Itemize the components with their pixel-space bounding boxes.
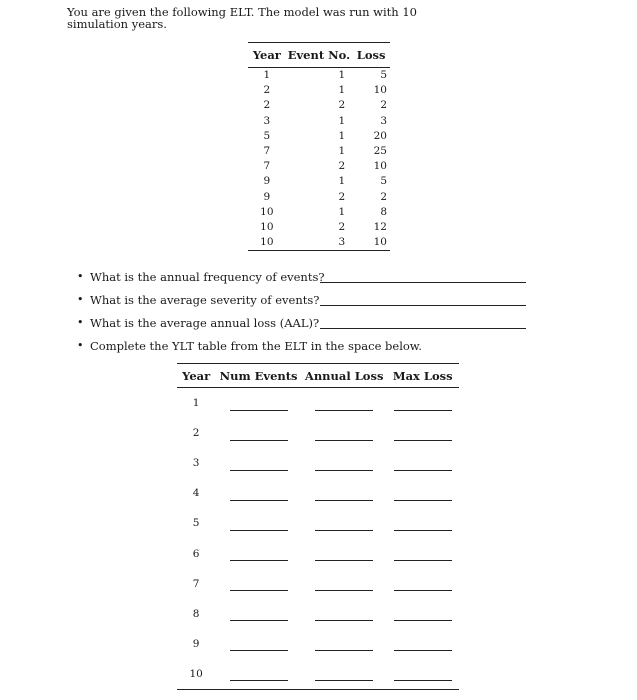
elt-cell-loss: 10 — [373, 84, 387, 97]
elt-row — [248, 144, 390, 159]
ylt-cell-year: 8 — [192, 607, 200, 620]
num-events-blank[interactable] — [230, 500, 288, 501]
ylt-cell-max-loss — [386, 569, 459, 599]
ylt-header-max-loss: Max Loss — [386, 364, 459, 388]
num-events-blank[interactable] — [230, 650, 288, 651]
elt-row — [248, 220, 390, 235]
num-events-blank[interactable] — [230, 470, 288, 471]
annual-loss-blank[interactable] — [315, 680, 373, 681]
answer-line — [320, 328, 526, 329]
ylt-row — [177, 659, 459, 690]
ylt-cell-annual-loss — [302, 569, 387, 599]
intro-text: You are given the following ELT. The model was run with 10 simulation years. — [67, 5, 418, 31]
elt-header-row — [248, 43, 390, 68]
elt-cell-loss: 10 — [373, 160, 387, 173]
question-text: Complete the YLT table from the ELT in the space below. — [90, 339, 422, 353]
max-loss-blank[interactable] — [394, 410, 452, 411]
question-item — [77, 314, 547, 337]
ylt-row — [177, 538, 459, 568]
max-loss-blank[interactable] — [394, 590, 452, 591]
ylt-cell-annual-loss — [302, 478, 387, 508]
ylt-cell-annual-loss — [302, 659, 387, 690]
elt-cell-year: 10 — [248, 235, 286, 251]
answer-line — [320, 282, 526, 283]
ylt-cell-num-events — [215, 448, 302, 478]
elt-row — [248, 235, 390, 251]
ylt-cell-annual-loss — [302, 418, 387, 448]
elt-row — [248, 159, 390, 174]
ylt-cell-num-events — [215, 418, 302, 448]
num-events-blank[interactable] — [230, 590, 288, 591]
ylt-cell-year: 7 — [192, 577, 200, 590]
question-text: What is the average severity of events? — [90, 293, 320, 307]
elt-cell-year: 1 — [263, 69, 271, 82]
question-item — [77, 268, 547, 291]
elt-table — [248, 42, 390, 251]
ylt-cell-year: 6 — [192, 547, 200, 560]
elt-cell-loss: 25 — [373, 145, 387, 158]
ylt-row — [177, 448, 459, 478]
ylt-cell-annual-loss — [302, 629, 387, 659]
ylt-cell-annual-loss — [302, 388, 387, 419]
elt-cell-year: 9 — [263, 175, 271, 188]
annual-loss-blank[interactable] — [315, 590, 373, 591]
elt-cell-event: 1 — [338, 145, 346, 158]
ylt-cell-max-loss — [386, 388, 459, 419]
ylt-cell-annual-loss — [302, 599, 387, 629]
elt-cell-loss: 2 — [380, 190, 387, 203]
ylt-row — [177, 418, 459, 448]
max-loss-blank[interactable] — [394, 620, 452, 621]
elt-cell-year: 3 — [263, 114, 271, 127]
max-loss-blank[interactable] — [394, 680, 452, 681]
num-events-blank[interactable] — [230, 620, 288, 621]
bullet-icon: • — [77, 339, 84, 352]
ylt-cell-num-events — [215, 388, 302, 419]
ylt-cell-num-events — [215, 508, 302, 538]
elt-header-year: Year — [248, 43, 286, 68]
elt-cell-event: 2 — [338, 99, 346, 112]
ylt-cell-num-events — [215, 569, 302, 599]
ylt-cell-max-loss — [386, 659, 459, 690]
ylt-cell-year: 4 — [192, 487, 200, 500]
annual-loss-blank[interactable] — [315, 650, 373, 651]
ylt-cell-max-loss — [386, 448, 459, 478]
elt-cell-loss: 5 — [380, 175, 387, 188]
max-loss-blank[interactable] — [394, 440, 452, 441]
ylt-header-year: Year — [177, 364, 215, 388]
elt-cell-year: 10 — [260, 205, 274, 218]
max-loss-blank[interactable] — [394, 530, 452, 531]
elt-cell-year: 2 — [263, 99, 271, 112]
bullet-icon: • — [77, 270, 84, 283]
ylt-cell-annual-loss — [302, 538, 387, 568]
question-text: What is the average annual loss (AAL)? — [90, 316, 320, 330]
ylt-cell-year: 1 — [192, 397, 200, 410]
ylt-cell-num-events — [215, 478, 302, 508]
ylt-cell-max-loss — [386, 418, 459, 448]
bullet-icon: • — [77, 316, 84, 329]
ylt-body — [177, 388, 459, 690]
max-loss-blank[interactable] — [394, 560, 452, 561]
annual-loss-blank[interactable] — [315, 530, 373, 531]
num-events-blank[interactable] — [230, 560, 288, 561]
ylt-cell-max-loss — [386, 508, 459, 538]
max-loss-blank[interactable] — [394, 500, 452, 501]
ylt-cell-year: 10 — [177, 659, 215, 690]
elt-cell-event: 2 — [338, 190, 346, 203]
ylt-cell-max-loss — [386, 538, 459, 568]
ylt-row — [177, 629, 459, 659]
elt-cell-year: 7 — [263, 145, 271, 158]
ylt-table — [177, 363, 459, 690]
elt-row — [248, 68, 390, 84]
annual-loss-blank[interactable] — [315, 440, 373, 441]
ylt-row — [177, 599, 459, 629]
elt-row — [248, 129, 390, 144]
annual-loss-blank[interactable] — [315, 560, 373, 561]
num-events-blank[interactable] — [230, 680, 288, 681]
elt-cell-event: 1 — [338, 114, 346, 127]
elt-cell-event: 3 — [286, 235, 352, 251]
bullet-icon: • — [77, 293, 84, 306]
elt-body — [248, 68, 390, 251]
elt-cell-loss: 2 — [380, 99, 387, 112]
ylt-cell-year: 2 — [192, 427, 200, 440]
elt-cell-loss: 10 — [352, 235, 390, 251]
elt-cell-event: 2 — [338, 220, 346, 233]
max-loss-blank[interactable] — [394, 470, 452, 471]
question-text: What is the annual frequency of events? — [90, 270, 325, 284]
elt-row — [248, 83, 390, 98]
elt-cell-event: 2 — [338, 160, 346, 173]
question-item — [77, 291, 547, 314]
ylt-header-num-events: Num Events — [215, 364, 302, 388]
elt-cell-year: 9 — [263, 190, 271, 203]
annual-loss-blank[interactable] — [315, 620, 373, 621]
ylt-row — [177, 569, 459, 599]
elt-row — [248, 190, 390, 205]
elt-cell-year: 10 — [260, 220, 274, 233]
ylt-row — [177, 508, 459, 538]
elt-header-event: Event No. — [286, 43, 352, 68]
elt-cell-loss: 8 — [380, 205, 387, 218]
elt-cell-loss: 5 — [380, 69, 387, 82]
ylt-header-row — [177, 364, 459, 388]
elt-cell-event: 1 — [338, 129, 346, 142]
ylt-cell-num-events — [215, 599, 302, 629]
elt-cell-event: 1 — [338, 205, 346, 218]
annual-loss-blank[interactable] — [315, 500, 373, 501]
num-events-blank[interactable] — [230, 410, 288, 411]
ylt-cell-num-events — [215, 659, 302, 690]
question-item — [77, 337, 547, 357]
elt-row — [248, 174, 390, 189]
ylt-cell-num-events — [215, 538, 302, 568]
elt-cell-loss: 20 — [373, 129, 387, 142]
question-list — [77, 268, 547, 357]
ylt-header-annual-loss: Annual Loss — [302, 364, 387, 388]
elt-cell-loss: 12 — [373, 220, 387, 233]
elt-cell-year: 5 — [263, 129, 271, 142]
elt-cell-event: 1 — [338, 175, 346, 188]
ylt-cell-year: 5 — [192, 517, 200, 530]
elt-row — [248, 114, 390, 129]
answer-line — [320, 305, 526, 306]
num-events-blank[interactable] — [230, 440, 288, 441]
ylt-cell-year: 9 — [192, 637, 200, 650]
ylt-row — [177, 388, 459, 419]
ylt-cell-year: 3 — [192, 457, 200, 470]
elt-header-loss: Loss — [352, 43, 390, 68]
max-loss-blank[interactable] — [394, 650, 452, 651]
ylt-cell-max-loss — [386, 629, 459, 659]
ylt-cell-max-loss — [386, 478, 459, 508]
elt-cell-event: 1 — [338, 84, 346, 97]
annual-loss-blank[interactable] — [315, 470, 373, 471]
annual-loss-blank[interactable] — [315, 410, 373, 411]
elt-cell-event: 1 — [338, 69, 346, 82]
elt-cell-loss: 3 — [380, 114, 387, 127]
elt-row — [248, 98, 390, 113]
ylt-cell-annual-loss — [302, 448, 387, 478]
ylt-cell-max-loss — [386, 599, 459, 629]
ylt-cell-num-events — [215, 629, 302, 659]
num-events-blank[interactable] — [230, 530, 288, 531]
ylt-row — [177, 478, 459, 508]
elt-row — [248, 205, 390, 220]
elt-cell-year: 7 — [263, 160, 271, 173]
elt-cell-year: 2 — [263, 84, 271, 97]
ylt-cell-annual-loss — [302, 508, 387, 538]
